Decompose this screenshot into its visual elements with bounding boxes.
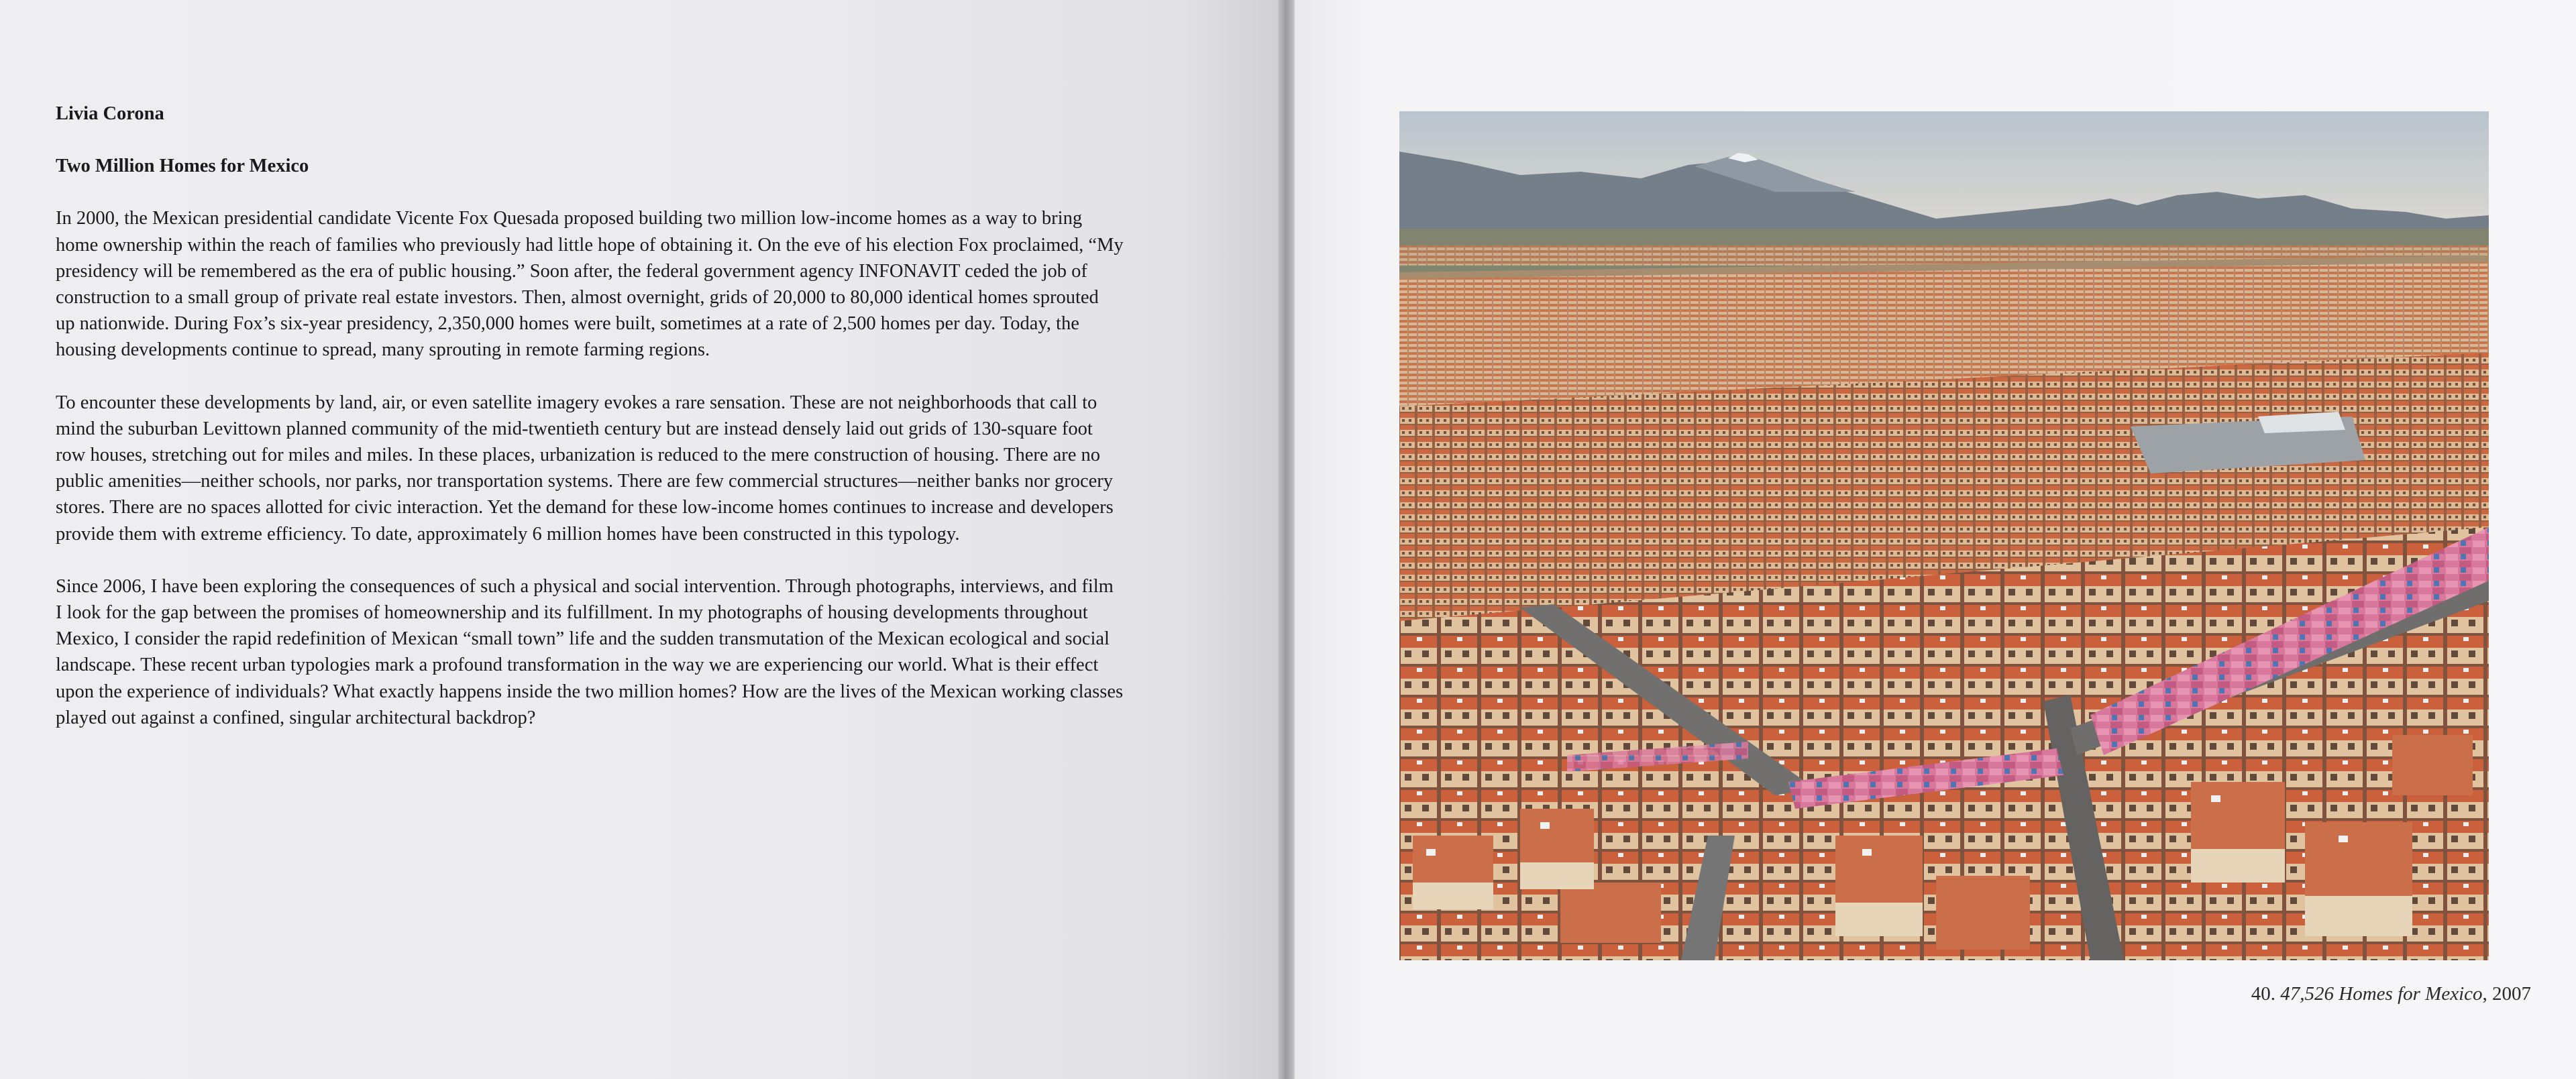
text-line: public amenities—neither schools, nor parks, nor transportation systems. There are few commercial structures—neither banks nor grocery bbox=[56, 471, 1113, 492]
aerial-housing-photograph bbox=[1399, 111, 2489, 960]
paragraph-3 bbox=[56, 573, 1250, 731]
text-line: row houses, stretching out for miles and miles. In these places, urbanization is reduced to the mere construction of housing. There are no bbox=[56, 445, 1101, 466]
text-line: housing developments continue to spread, many sprouting in remote farming regions. bbox=[56, 339, 710, 361]
paragraph-1 bbox=[56, 205, 1250, 363]
text-line: I look for the gap between the promises of homeownership and its fulfillment. In my photographs of housing developments throughout bbox=[56, 602, 1088, 624]
caption-number: 40. bbox=[2251, 983, 2276, 1005]
author-name: Livia Corona bbox=[56, 103, 164, 124]
caption-title: 47,526 Homes for Mexico bbox=[2280, 983, 2483, 1005]
text-line: landscape. These recent urban typologies mark a profound transformation in the way we are experiencing our world. What is their effect bbox=[56, 655, 1099, 676]
text-line: provide them with extreme efficiency. To date, approximately 6 million homes have been constructed in this typology. bbox=[56, 523, 960, 545]
text-line: To encounter these developments by land, air, or even satellite imagery evokes a rare sensation. These are not neighborhoods that call to bbox=[56, 392, 1097, 413]
text-line: In 2000, the Mexican presidential candidate Vicente Fox Quesada proposed building two million low-income homes as a way to bring bbox=[56, 208, 1083, 229]
text-line: construction to a small group of private real estate investors. Then, almost overnight, grids of 20,000 to 80,000 identical homes sprouted bbox=[56, 287, 1099, 308]
text-line: Mexico, I consider the rapid redefinition of Mexican “small town” life and the sudden transmutation of the Mexican ecological and social bbox=[56, 628, 1110, 650]
text-line: presidency will be remembered as the era of public housing.” Soon after, the federal government agency INFONAVIT ceded the job of bbox=[56, 260, 1087, 282]
photograph-illustration bbox=[1399, 111, 2489, 960]
text-line: mind the suburban Levittown planned community of the mid-twentieth century but are instead densely laid out grids of 130-square foot bbox=[56, 418, 1093, 439]
text-line: up nationwide. During Fox’s six-year presidency, 2,350,000 homes were built, sometimes at a rate of 2,500 homes per day. Today, the bbox=[56, 313, 1079, 335]
text-line: Since 2006, I have been exploring the consequences of such a physical and social intervention. Through photographs, interviews, and film bbox=[56, 575, 1114, 597]
caption-year: , 2007 bbox=[2482, 983, 2531, 1005]
paragraph-2 bbox=[56, 390, 1250, 547]
essay-title: Two Million Homes for Mexico bbox=[56, 156, 309, 177]
text-line: stores. There are no spaces allotted for civic interaction. Yet the demand for these low-income homes continues to increase and developers bbox=[56, 497, 1114, 518]
photo-caption bbox=[2251, 983, 2531, 1005]
left-page bbox=[0, 0, 1283, 1079]
text-line: upon the experience of individuals? What exactly happens inside the two million homes? How are the lives of the Mexican working classes bbox=[56, 681, 1124, 702]
text-line: home ownership within the reach of families who previously had little hope of obtaining it. On the eve of his election Fox proclaimed, “My bbox=[56, 234, 1124, 255]
essay-text bbox=[56, 101, 1250, 757]
text-line: played out against a confined, singular architectural backdrop? bbox=[56, 707, 536, 728]
